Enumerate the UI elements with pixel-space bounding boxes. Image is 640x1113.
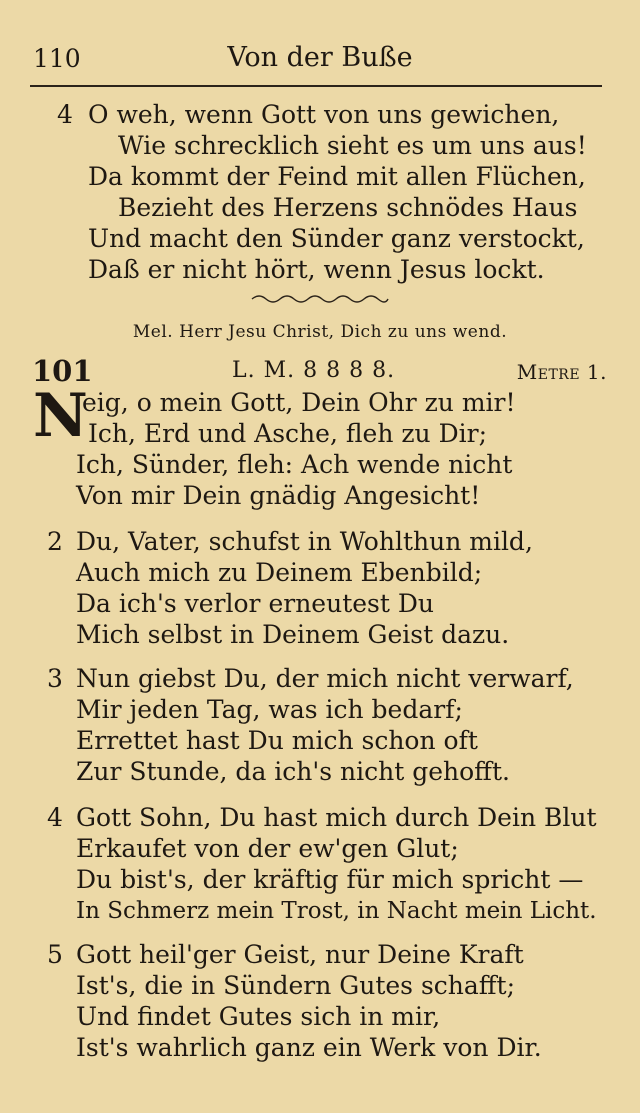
verse-line: Nun giebst Du, der mich nicht verwarf, bbox=[76, 664, 574, 693]
stanza-number: 3 bbox=[47, 664, 63, 693]
verse-line: Mich selbst in Deinem Geist dazu. bbox=[76, 620, 510, 649]
drop-capital: N bbox=[33, 381, 88, 451]
verse-line: Mir jeden Tag, was ich bedarf; bbox=[76, 695, 463, 724]
verse-line: In Schmerz mein Trost, in Nacht mein Licht. bbox=[76, 898, 597, 924]
stanza-number: 4 bbox=[47, 803, 63, 832]
verse-line: Bezieht des Herzens schnödes Haus bbox=[118, 193, 578, 222]
verse-line: Daß er nicht hört, wenn Jesus lockt. bbox=[88, 255, 545, 284]
hymn-number: 101 bbox=[32, 354, 93, 388]
page-header bbox=[0, 40, 640, 80]
verse-line: Auch mich zu Deinem Ebenbild; bbox=[76, 558, 483, 587]
ornament-divider bbox=[250, 292, 390, 306]
verse-line: Da ich's verlor erneutest Du bbox=[76, 589, 435, 618]
verse-line: O weh, wenn Gott von uns gewichen, bbox=[88, 100, 560, 129]
verse-line: Wie schrecklich sieht es um uns aus! bbox=[118, 131, 587, 160]
verse-line: Und findet Gutes sich in mir, bbox=[76, 1002, 441, 1031]
stanza-number: 4 bbox=[57, 100, 73, 129]
hymn-heading bbox=[0, 354, 640, 388]
tune-indication: Mel. Herr Jesu Christ, Dich zu uns wend. bbox=[132, 322, 508, 342]
verse-line: Du, Vater, schufst in Wohlthun mild, bbox=[76, 527, 533, 556]
verse-line: Da kommt der Feind mit allen Flüchen, bbox=[88, 162, 586, 191]
header-rule bbox=[30, 85, 602, 87]
verse-line: Und macht den Sünder ganz verstockt, bbox=[88, 224, 585, 253]
meter: L. M. 8 8 8 8. bbox=[232, 358, 396, 383]
metre-label: Metre 1. bbox=[516, 360, 607, 384]
verse-line: Erkaufet von der ew'gen Glut; bbox=[76, 834, 459, 863]
verse-line: Ich, Sünder, fleh: Ach wende nicht bbox=[76, 450, 513, 479]
stanza-number: 2 bbox=[47, 527, 63, 556]
stanza-number: 5 bbox=[47, 940, 63, 969]
verse-line: Zur Stunde, da ich's nicht gehofft. bbox=[76, 757, 510, 786]
verse-line: Gott heil'ger Geist, nur Deine Kraft bbox=[76, 940, 524, 969]
verse-line: Gott Sohn, Du hast mich durch Dein Blut bbox=[76, 803, 597, 832]
verse-line: Du bist's, der kräftig für mich spricht — bbox=[76, 865, 584, 894]
verse-line: Errettet hast Du mich schon oft bbox=[76, 726, 478, 755]
page-number: 110 bbox=[33, 44, 81, 73]
verse-line: Ist's wahrlich ganz ein Werk von Dir. bbox=[76, 1033, 542, 1062]
verse-line: Von mir Dein gnädig Angesicht! bbox=[76, 481, 481, 510]
running-title: Von der Buße bbox=[227, 42, 413, 73]
verse-line: eig, o mein Gott, Dein Ohr zu mir! bbox=[82, 388, 516, 417]
verse-line: Ich, Erd und Asche, fleh zu Dir; bbox=[88, 419, 487, 448]
verse-line: Ist's, die in Sündern Gutes schafft; bbox=[76, 971, 516, 1000]
